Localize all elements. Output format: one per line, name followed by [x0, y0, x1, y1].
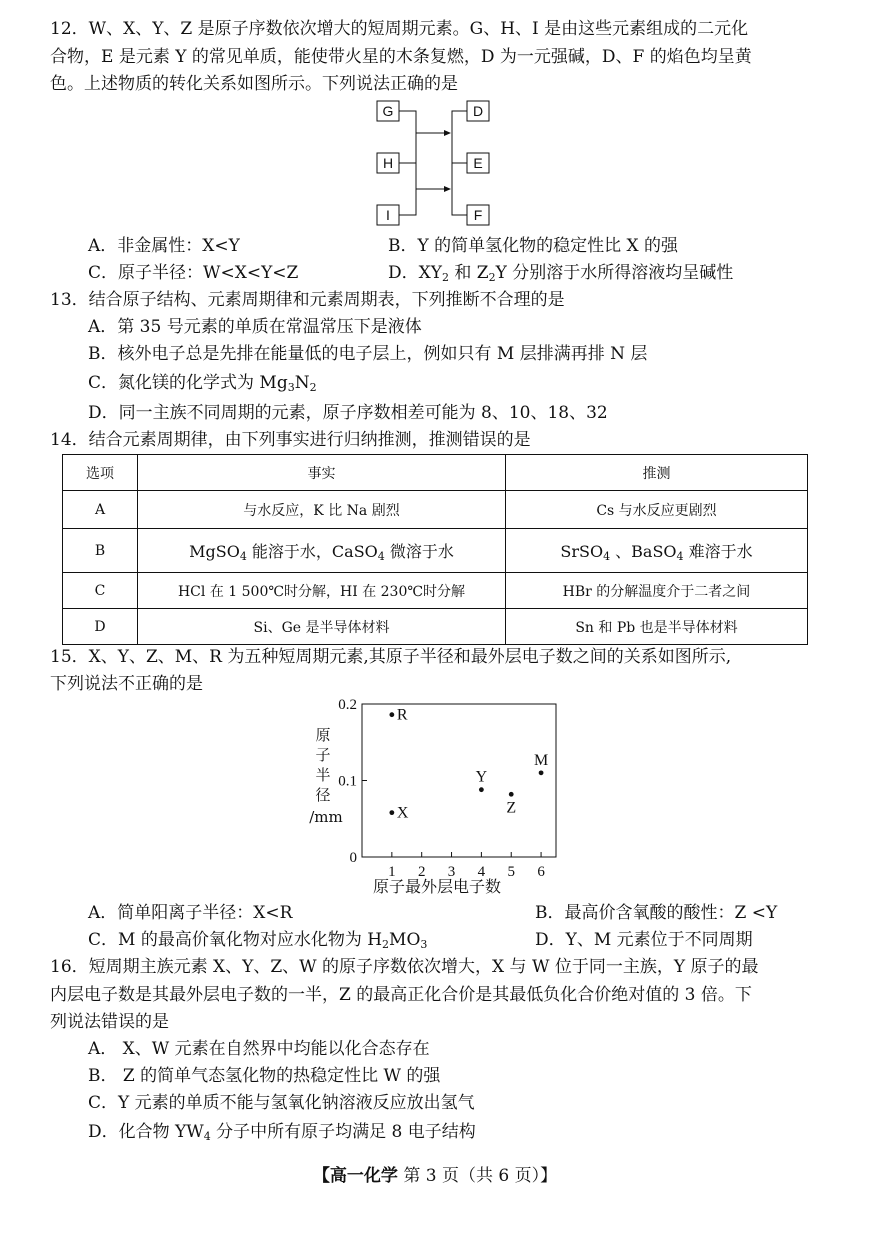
box-d-label: D [472, 103, 484, 119]
q16-option-b: B． Z 的简单气态氢化物的热稳定性比 W 的强 [88, 1066, 441, 1086]
data-point-x [389, 810, 394, 815]
row-option: A [63, 491, 138, 529]
q14-facts-table [62, 454, 808, 645]
row-fact: HCl 在 1 500℃时分解，HI 在 230℃时分解 [138, 573, 506, 609]
y-axis-label-char: 径 [315, 786, 331, 804]
q12-option-b: B．Y 的简单氢化物的稳定性比 X 的强 [388, 236, 679, 256]
q12-option-c: C．原子半径：W<X<Y<Z [88, 263, 299, 283]
q12-stem-line2: 合物，E 是元素 Y 的常见单质，能使带火星的木条复燃，D 为一元强碱，D、F 的焰色均呈黄 [50, 47, 752, 67]
q13-option-d: D．同一主族不同周期的元素，原子序数相差可能为 8、10、18、32 [88, 403, 608, 423]
q16-stem-line2: 内层电子数是其最外层电子数的一半，Z 的最高正化合价是其最低负化合价绝对值的 3 倍。下 [50, 985, 752, 1005]
x-tick-label: 4 [477, 864, 486, 880]
q16-option-d: D．化合物 $YW_4$ 分子中所有原子均满足 8 电子结构 [88, 1122, 476, 1143]
q15-option-b: B．最高价含氧酸的酸性：Z <Y [535, 903, 778, 923]
q15-option-c: C．M 的最高价氧化物对应水化物为 $H_2MO_3$ [88, 930, 428, 951]
q16-option-a: A． X、W 元素在自然界中均能以化合态存在 [88, 1039, 430, 1059]
row-guess: SrSO$_4$ 、BaSO$_4$ 难溶于水 [506, 529, 808, 573]
row-option: D [63, 609, 138, 645]
q16-option-c: C．Y 元素的单质不能与氢氧化钠溶液反应放出氢气 [88, 1093, 475, 1113]
data-point-m [539, 770, 544, 775]
x-tick-label: 6 [537, 864, 545, 880]
box-h-label: H [382, 155, 394, 171]
table-row [63, 491, 808, 529]
q13-option-b: B．核外电子总是先排在能量低的电子层上，例如只有 M 层排满再排 N 层 [88, 344, 648, 364]
q13-stem: 13．结合原子结构、元素周期律和元素周期表，下列推断不合理的是 [50, 290, 565, 310]
data-label-y: Y [475, 768, 488, 786]
x-axis-label: 原子最外层电子数 [372, 877, 502, 896]
row-fact: MgSO$_4$ 能溶于水，CaSO$_4$ 微溶于水 [138, 529, 506, 573]
row-guess: Cs 与水反应更剧烈 [506, 491, 808, 529]
x-tick-label: 1 [388, 864, 396, 880]
page-footer: 【高一化学 第 3 页（共 6 页）】 [312, 1166, 558, 1186]
q15-scatter-chart [300, 690, 580, 902]
box-g-label: G [382, 103, 394, 119]
plot-frame [362, 704, 556, 857]
data-label-r: R [396, 706, 408, 724]
q15-option-d: D．Y、M 元素位于不同周期 [535, 930, 753, 950]
row-guess: Sn 和 Pb 也是半导体材料 [506, 609, 808, 645]
q16-stem-line3: 列说法错误的是 [50, 1012, 169, 1032]
q15-option-a: A．简单阳离子半径：X<R [88, 903, 293, 923]
box-f-label: F [473, 207, 483, 223]
q16-stem-line1: 16．短周期主族元素 X、Y、Z、W 的原子序数依次增大，X 与 W 位于同一主族，Y 原子的最 [50, 957, 759, 977]
y-tick-label: 0.1 [338, 773, 357, 790]
q12-option-d: D．$XY_2$ 和 $Z_2Y$ 分别溶于水所得溶液均呈碱性 [388, 263, 734, 284]
row-guess: HBr 的分解温度介于二者之间 [506, 573, 808, 609]
row-option: B [63, 529, 138, 573]
q12-option-a: A．非金属性：X<Y [88, 236, 240, 256]
y-axis-label-char: 半 [315, 766, 331, 784]
y-tick-label: 0 [349, 850, 357, 866]
q15-stem-line1: 15．X、Y、Z、M、R 为五种短周期元素,其原子半径和最外层电子数之间的关系如图所示, [50, 647, 732, 667]
q13-option-c: C．氮化镁的化学式为 $Mg_3N_2$ [88, 373, 317, 394]
row-fact: Si、Ge 是半导体材料 [138, 609, 506, 645]
q15-stem-line2: 下列说法不正确的是 [50, 674, 203, 694]
q13-option-a: A．第 35 号元素的单质在常温常压下是液体 [88, 317, 422, 337]
y-axis-label-char: 子 [315, 746, 331, 764]
q14-stem: 14．结合元素周期律，由下列事实进行归纳推测，推测错误的是 [50, 430, 531, 450]
q12-stem-line3: 色。上述物质的转化关系如图所示。下列说法正确的是 [50, 74, 458, 94]
header-option: 选项 [63, 455, 138, 491]
data-point-z [509, 792, 514, 797]
table-row [63, 609, 808, 645]
table-row [63, 573, 808, 609]
q12-conversion-diagram [374, 98, 500, 232]
header-fact: 事实 [138, 455, 506, 491]
y-tick-label: 0.2 [338, 697, 357, 713]
x-tick-label: 3 [447, 864, 456, 880]
data-point-y [479, 787, 484, 792]
x-tick-label: 2 [417, 864, 426, 880]
table-header-row [63, 455, 808, 491]
table-row [63, 529, 808, 573]
x-tick-label: 5 [507, 864, 515, 880]
data-point-r [389, 712, 394, 717]
box-e-label: E [473, 155, 483, 171]
data-label-z: Z [506, 799, 517, 817]
data-label-m: M [533, 751, 549, 769]
box-i-label: I [386, 207, 390, 223]
row-option: C [63, 573, 138, 609]
data-label-x: X [396, 804, 409, 822]
row-fact: 与水反应，K 比 Na 剧烈 [138, 491, 506, 529]
y-axis-label-char: 原 [315, 726, 331, 744]
y-axis-label-char: /mm [309, 808, 343, 826]
q12-stem-line1: 12．W、X、Y、Z 是原子序数依次增大的短周期元素。G、H、I 是由这些元素组成的二元化 [50, 19, 749, 39]
header-guess: 推测 [506, 455, 808, 491]
